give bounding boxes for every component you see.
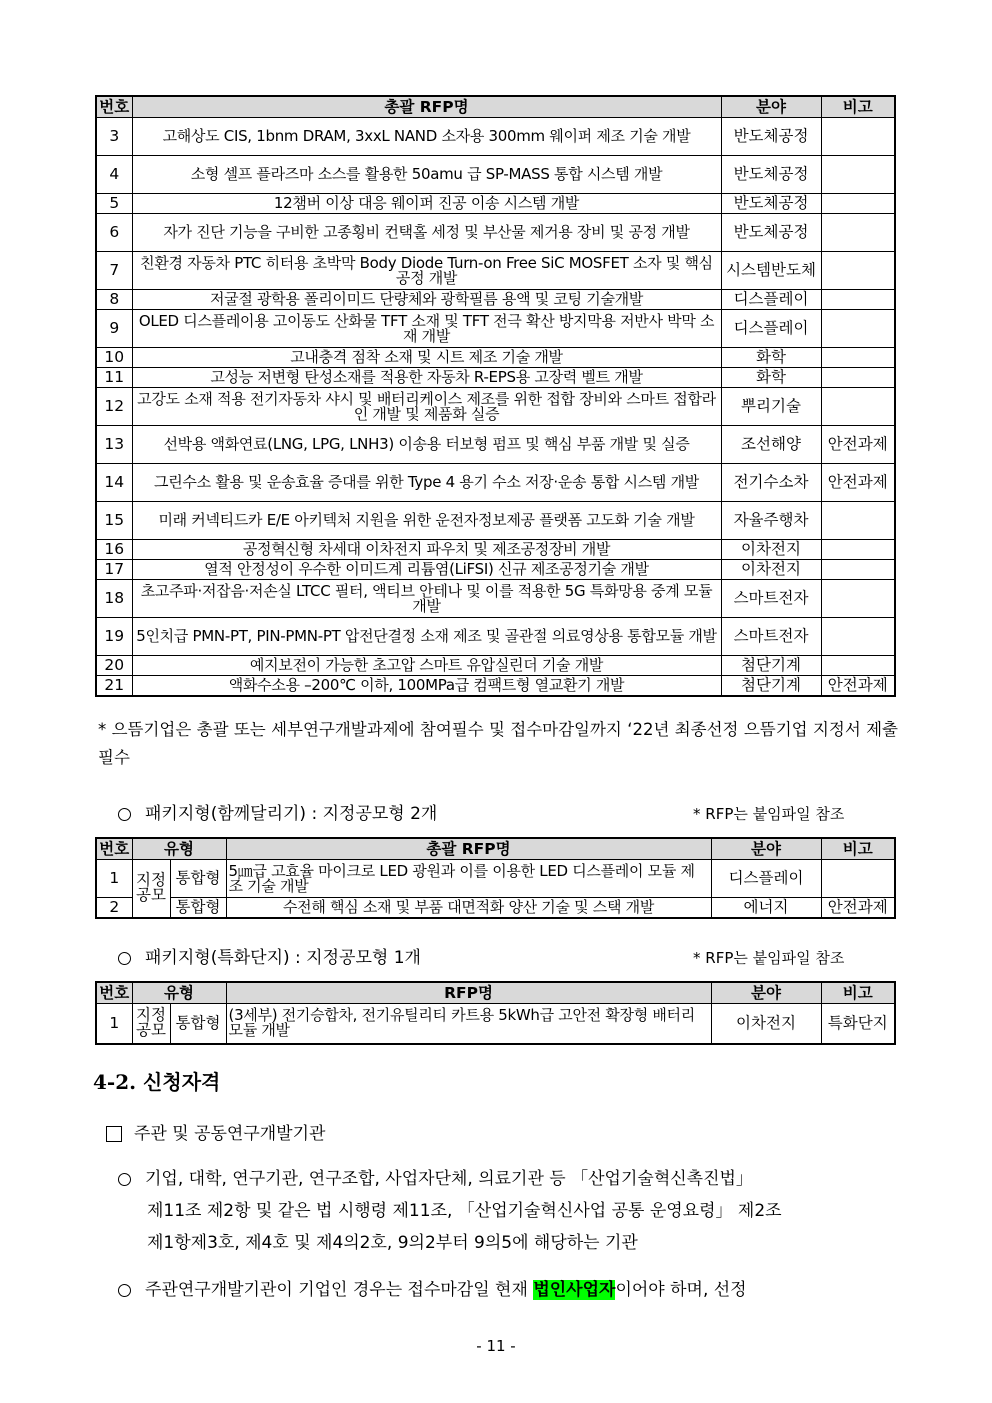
circle-bullet-icon [118,952,131,965]
row-note [821,368,895,388]
row-type: 통합형 [170,1004,226,1044]
table-row [96,898,895,918]
table-row [96,656,895,676]
section-a-ref: * RFP는 붙임파일 참조 [693,805,845,823]
row-note: 안전과제 [821,898,895,918]
col-header-no: 번호 [96,96,132,118]
col-header-rfp: 총괄 RFP명 [226,838,711,860]
row-note [821,252,895,290]
row-field: 디스플레이 [721,290,821,310]
table-row [96,464,895,502]
row-note [821,290,895,310]
row-rfp: 자가 진단 기능을 구비한 고종횡비 컨택홀 세정 및 부산물 제거용 장비 및 공정 개발 [132,214,721,252]
table-row [96,156,895,194]
row-no: 13 [96,426,132,464]
section-a-title: 패키지형(함께달리기) : 지정공모형 2개 [118,800,437,828]
col-header-note: 비고 [821,982,895,1004]
row-rfp: 친환경 자동차 PTC 히터용 초박막 Body Diode Turn-on Free SiC MOSFET 소자 및 핵심 공정 개발 [132,252,721,290]
table-row [96,676,895,696]
section-b-ref: * RFP는 붙임파일 참조 [693,949,845,967]
row-note [821,348,895,368]
row-field: 반도체공정 [721,194,821,214]
row-no: 1 [96,1004,132,1044]
row-field: 뿌리기술 [721,388,821,426]
row-no: 20 [96,656,132,676]
col-header-rfp: 총괄 RFP명 [132,96,721,118]
row-rfp: 선박용 액화연료(LNG, LPG, LNH3) 이송용 터보형 펌프 및 핵심 부품 개발 및 실증 [132,426,721,464]
table-row [96,368,895,388]
table-header-row [96,96,895,118]
row-note [821,194,895,214]
row-rfp: (3세부) 전기승합차, 전기유틸리티 카트용 5kWh급 고안전 확장형 배터리 모듈 개발 [226,1004,711,1044]
table-row [96,194,895,214]
row-note [821,618,895,656]
row-field: 이차전지 [721,540,821,560]
row-no: 12 [96,388,132,426]
col-header-field: 분야 [721,96,821,118]
col-header-field: 분야 [711,982,821,1004]
row-rfp: 고성능 저변형 탄성소재를 적용한 자동차 R-EPS용 고장력 벨트 개발 [132,368,721,388]
row-rfp: 고해상도 CIS, 1bnm DRAM, 3xxL NAND 소자용 300mm 웨이퍼 제조 기술 개발 [132,118,721,156]
highlighted-term: 법인사업자 [533,1280,616,1300]
row-field: 반도체공정 [721,214,821,252]
row-type: 통합형 [170,860,226,898]
row-field: 조선해양 [721,426,821,464]
table-row [96,214,895,252]
row-no: 7 [96,252,132,290]
circle-bullet-icon [118,1284,131,1297]
row-no: 5 [96,194,132,214]
row-field: 자율주행차 [721,502,821,540]
col-header-type: 유형 [132,838,226,860]
col-header-field: 분야 [711,838,821,860]
table-row [96,348,895,368]
row-no: 4 [96,156,132,194]
row-field: 이차전지 [721,560,821,580]
row-no: 3 [96,118,132,156]
col-header-note: 비고 [821,96,895,118]
row-rfp: 저굴절 광학용 폴리이미드 단량체와 광학필름 용액 및 코팅 기술개발 [132,290,721,310]
row-note: 안전과제 [821,426,895,464]
col-header-note: 비고 [821,838,895,860]
row-rfp: 5㎛급 고효율 마이크로 LED 광원과 이를 이용한 LED 디스플레이 모듈 제조 기술 개발 [226,860,711,898]
row-rfp: 5인치급 PMN-PT, PIN-PMN-PT 압전단결정 소재 제조 및 골관절 의료영상용 통합모듈 개발 [132,618,721,656]
row-type-main: 지정공모 [132,860,170,918]
row-note: 안전과제 [821,676,895,696]
table-row [96,580,895,618]
row-rfp: 12챔버 이상 대응 웨이퍼 진공 이송 시스템 개발 [132,194,721,214]
table-row [96,310,895,348]
row-rfp: 공정혁신형 차세대 이차전지 파우치 및 제조공정장비 개발 [132,540,721,560]
row-note [821,560,895,580]
row-field: 반도체공정 [721,118,821,156]
package-table-a [95,837,896,919]
para1-line1: 기업, 대학, 연구기관, 연구조합, 사업자단체, 의료기관 등 「산업기술혁신촉진법」 [118,1165,898,1193]
row-note [821,156,895,194]
row-field: 스마트전자 [721,618,821,656]
row-field: 첨단기계 [721,656,821,676]
row-rfp: 그린수소 활용 및 운송효율 증대를 위한 Type 4 용기 수소 저장·운송 통합 시스템 개발 [132,464,721,502]
row-note: 특화단지 [821,1004,895,1044]
table-row [96,426,895,464]
row-field: 에너지 [711,898,821,918]
row-no: 6 [96,214,132,252]
note-text: * 으뜸기업은 총괄 또는 세부연구개발과제에 참여필수 및 접수마감일까지 ‘22년 최종선정 으뜸기업 지정서 제출필수 [98,720,898,767]
row-type-main: 지정공모 [132,1004,170,1044]
row-no: 17 [96,560,132,580]
row-rfp: OLED 디스플레이용 고이동도 산화물 TFT 소재 및 TFT 전극 확산 방지막용 저반사 박막 소재 개발 [132,310,721,348]
para1-line3: 제1항제3호, 제4호 및 제4의2호, 9의2부터 9의5에 해당하는 기관 [147,1233,638,1253]
col-header-type: 유형 [132,982,226,1004]
rfp-table [95,95,896,697]
row-no: 18 [96,580,132,618]
table-row [96,540,895,560]
row-note [821,580,895,618]
row-field: 화학 [721,368,821,388]
row-field: 디스플레이 [711,860,821,898]
row-field: 스마트전자 [721,580,821,618]
row-no: 14 [96,464,132,502]
row-rfp: 예지보전이 가능한 초고압 스마트 유압실린더 기술 개발 [132,656,721,676]
row-no: 11 [96,368,132,388]
col-header-no: 번호 [96,982,132,1004]
row-rfp: 고강도 소재 적용 전기자동차 샤시 및 배터리케이스 제조를 위한 접합 장비와 스마트 접합라인 개발 및 제품화 실증 [132,388,721,426]
table-row [96,560,895,580]
row-rfp: 액화수소용 –200℃ 이하, 100MPa급 컴팩트형 열교환기 개발 [132,676,721,696]
row-no: 19 [96,618,132,656]
row-note [821,214,895,252]
row-field: 전기수소차 [721,464,821,502]
row-note [821,656,895,676]
table-row [96,502,895,540]
box-item: 주관 및 공동연구개발기관 [106,1120,325,1148]
table-row [96,118,895,156]
table-row [96,860,895,898]
row-no: 9 [96,310,132,348]
row-field: 반도체공정 [721,156,821,194]
circle-bullet-icon [118,1173,131,1186]
para1-line2: 제11조 제2항 및 같은 법 시행령 제11조, 「산업기술혁신사업 공통 운영요령」 제2조 [147,1201,782,1221]
row-field: 디스플레이 [721,310,821,348]
row-note [821,388,895,426]
page-number: - 11 - [476,1337,516,1355]
row-note [821,310,895,348]
table-row [96,1004,895,1044]
table-row [96,618,895,656]
package-table-b [95,981,896,1045]
row-note: 안전과제 [821,464,895,502]
row-type: 통합형 [170,898,226,918]
row-rfp: 미래 커넥티드카 E/E 아키텍처 지원을 위한 운전자정보제공 플랫폼 고도화 기술 개발 [132,502,721,540]
col-header-no: 번호 [96,838,132,860]
table-row [96,388,895,426]
table-row [96,290,895,310]
row-no: 1 [96,860,132,898]
row-rfp: 수전해 핵심 소재 및 부품 대면적화 양산 기술 및 스택 개발 [226,898,711,918]
row-no: 2 [96,898,132,918]
row-no: 21 [96,676,132,696]
row-field: 첨단기계 [721,676,821,696]
row-note [821,860,895,898]
row-note [821,540,895,560]
table-header-row [96,982,895,1004]
row-note [821,118,895,156]
row-rfp: 소형 셀프 플라즈마 소스를 활용한 50amu 급 SP-MASS 통합 시스템 개발 [132,156,721,194]
table-header-row [96,838,895,860]
col-header-rfp: RFP명 [226,982,711,1004]
square-bullet-icon [106,1126,122,1142]
row-rfp: 열적 안정성이 우수한 이미드계 리튬염(LiFSI) 신규 제조공정기술 개발 [132,560,721,580]
row-field: 이차전지 [711,1004,821,1044]
para2: 주관연구개발기관이 기업인 경우는 접수마감일 현재 법인사업자이어야 하며, 선정 [118,1276,908,1304]
table-row [96,252,895,290]
section-b-title: 패키지형(특화단지) : 지정공모형 1개 [118,944,421,972]
row-no: 15 [96,502,132,540]
row-rfp: 초고주파·저잡음·저손실 LTCC 필터, 액티브 안테나 및 이를 적용한 5G 특화망용 중계 모듈 개발 [132,580,721,618]
section-heading: 4-2. 신청자격 [93,1070,221,1094]
row-field: 화학 [721,348,821,368]
row-field: 시스템반도체 [721,252,821,290]
row-note [821,502,895,540]
circle-bullet-icon [118,808,131,821]
row-no: 10 [96,348,132,368]
row-rfp: 고내충격 점착 소재 및 시트 제조 기술 개발 [132,348,721,368]
row-no: 8 [96,290,132,310]
row-no: 16 [96,540,132,560]
